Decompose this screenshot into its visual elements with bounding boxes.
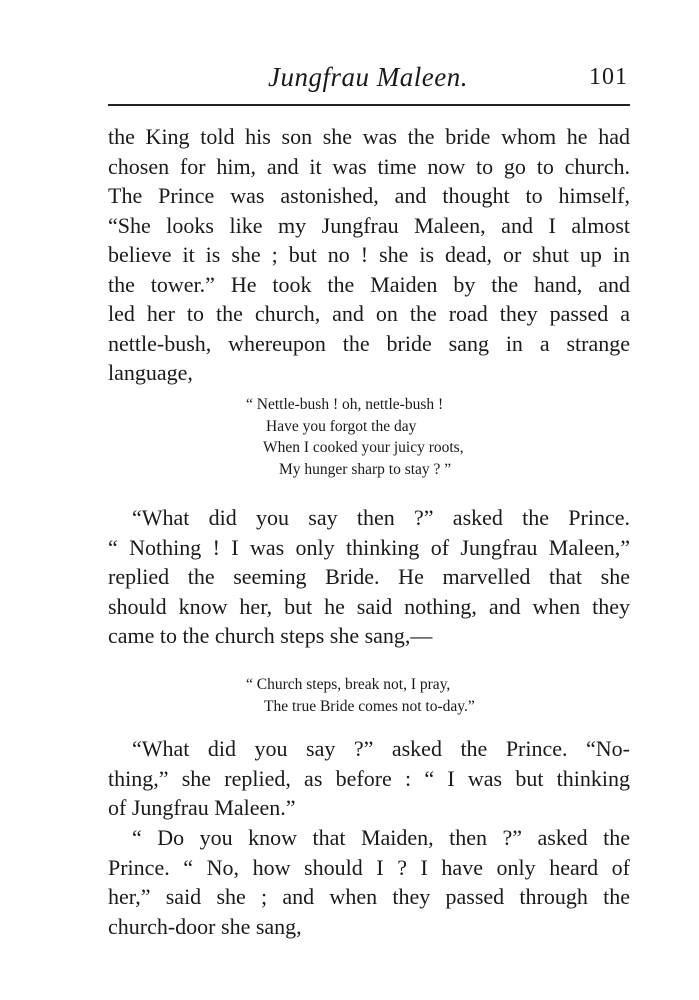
verse-2 [246,674,475,717]
verse-line: My hunger sharp to stay ? ” [279,460,452,478]
paragraph-4 [108,823,630,941]
text-line: came to the church steps she sang,— [108,623,433,648]
text-line: of Jungfrau Maleen.” [108,795,296,820]
text-line: replied the seeming Bride. He marvelled that she [108,564,630,589]
text-line: Prince. “ No, how should I ? I have only heard of [108,854,630,880]
text-line: her,” said she ; and when they passed through the [108,884,630,909]
text-line: led her to the church, and on the road they passed a [108,301,630,326]
page-header [108,62,630,102]
paragraph-2 [108,503,630,651]
text-line: “ Do you know that Maiden, then ?” asked the [132,825,630,850]
text-line: the tower.” He took the Maiden by the hand, and [108,271,630,297]
verse-line: “ Church steps, break not, I pray, [246,676,451,693]
running-title: Jungfrau Maleen. [268,62,468,92]
verse-line: When I cooked your juicy roots, [263,439,464,456]
text-line: “What did you say then ?” asked the Prince. [132,505,630,530]
text-line: The Prince was astonished, and thought to himself, [108,183,630,208]
verse-line: Have you forgot the day [266,417,417,435]
header-rule [108,104,630,106]
text-line: language, [108,360,193,385]
paragraph-3 [108,734,630,823]
text-line: nettle-bush, whereupon the bride sang in a strange [108,330,630,356]
text-line: chosen for him, and it was time now to go to church. [108,153,630,179]
text-line: the King told his son she was the bride whom he had [108,124,630,149]
text-line: “She looks like my Jungfrau Maleen, and I almost [108,212,630,238]
text-line: “What did you say ?” asked the Prince. “No- [132,736,630,761]
text-line: church-door she sang, [108,913,302,939]
page-number: 101 [589,64,628,90]
paragraph-1 [108,122,630,388]
text-line: believe it is she ; but no ! she is dead, or shut up in [108,242,630,267]
verse-1 [246,394,464,480]
text-line: “ Nothing ! I was only thinking of Jungfrau Maleen,” [108,534,630,560]
verse-line: “ Nettle-bush ! oh, nettle-bush ! [246,396,444,413]
text-line: thing,” she replied, as before : “ I was but thinking [108,765,630,791]
text-line: should know her, but he said nothing, and when they [108,593,630,619]
verse-line: The true Bride comes not to-day.” [264,697,475,715]
